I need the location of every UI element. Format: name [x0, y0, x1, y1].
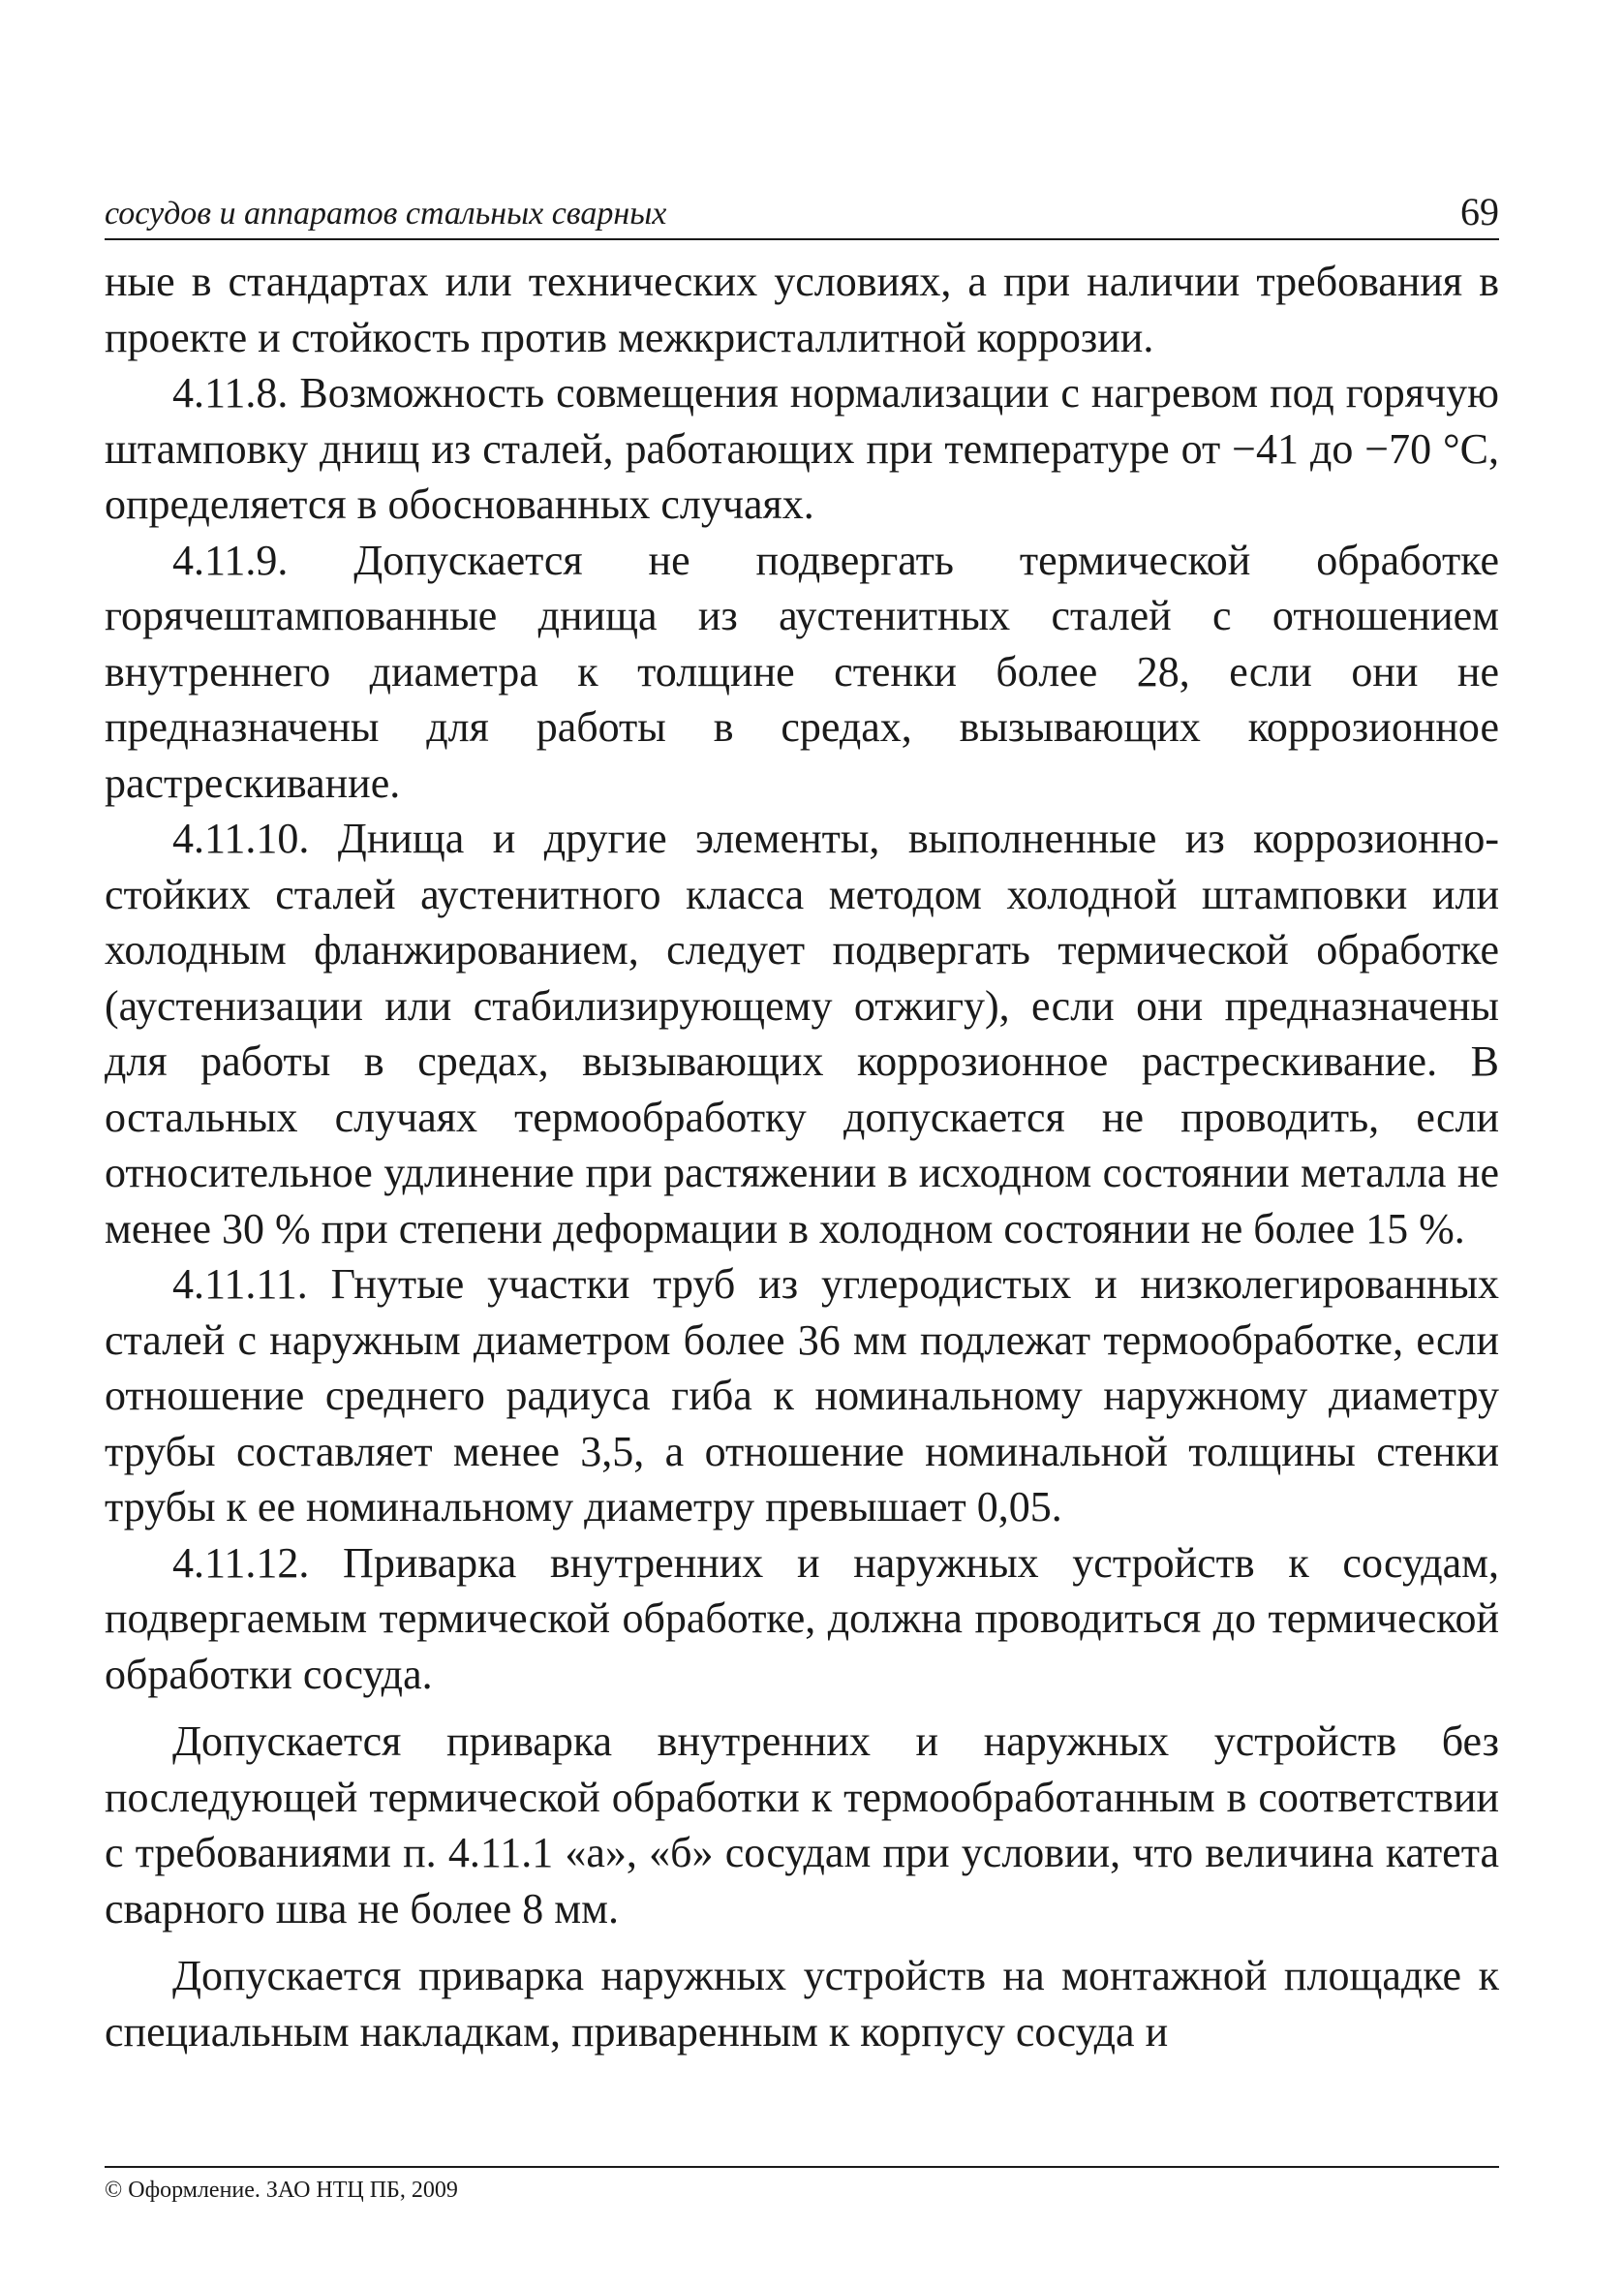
clause-4-11-8: 4.11.8. Возможность совмещения нормализации с нагревом под горячую штамповку днищ из сталей, работающих при температуре от −41 до −70 °С, определяется в обоснованных случаях.	[105, 369, 1499, 528]
clause-4-11-12: 4.11.12. Приварка внутренних и наружных устройств к сосудам, подвергаемым термической обработке, должна проводиться до термической обработки сосуда.	[105, 1538, 1499, 1698]
body-text	[105, 254, 1499, 2059]
running-title: сосудов и аппаратов стальных сварных	[105, 196, 667, 232]
footer	[105, 2166, 1499, 2204]
clause-4-11-10: 4.11.10. Днища и другие элементы, выполненные из коррозионно-стойких сталей аустенитного класса методом холодной штамповки или холодным фланжированием, следует подвергать термической обработке (аустенизации или стабилизирующему отжигу), если они предназначены для работы в средах, вызывающих коррозионное растрескивание. В остальных случаях термообработку допускается не проводить, если относительное удлинение при растяжении в исходном состоянии металла не менее 30 % при степени деформации в холодном состоянии не более 15 %.	[105, 815, 1499, 1252]
running-header	[105, 184, 1499, 240]
paragraph-continuation: ные в стандартах или технических условиях, а при наличии требования в проекте и стойкость против межкристаллитной коррозии.	[105, 258, 1499, 361]
document-page	[105, 0, 1499, 2288]
clause-4-11-11: 4.11.11. Гнутые участки труб из углеродистых и низколегированных сталей с наружным диаметром более 36 мм подлежат термообработке, если отношение среднего радиуса гиба к номинальному наружному диаметру трубы составляет менее 3,5, а отношение номинальной толщины стенки трубы к ее номинальному диаметру превышает 0,05.	[105, 1260, 1499, 1530]
page-number: 69	[1460, 190, 1499, 233]
paragraph-welding-without-heat-treatment: Допускается приварка внутренних и наружных устройств без последующей термической обработки к термообработанным в соответствии с требованиями п. 4.11.1 «а», «б» сосудам при условии, что величина катета сварного шва не более 8 мм.	[105, 1717, 1499, 1932]
clause-4-11-9: 4.11.9. Допускается не подвергать термической обработке горячештампованные днища из аустенитных сталей с отношением внутреннего диаметра к толщине стенки более 28, если они не предназначены для работы в средах, вызывающих коррозионное растрескивание.	[105, 536, 1499, 807]
copyright-notice: © Оформление. ЗАО НТЦ ПБ, 2009	[105, 2178, 458, 2203]
paragraph-site-welding: Допускается приварка наружных устройств на монтажной площадке к специальным накладкам, приваренным к корпусу сосуда и	[105, 1952, 1499, 2056]
